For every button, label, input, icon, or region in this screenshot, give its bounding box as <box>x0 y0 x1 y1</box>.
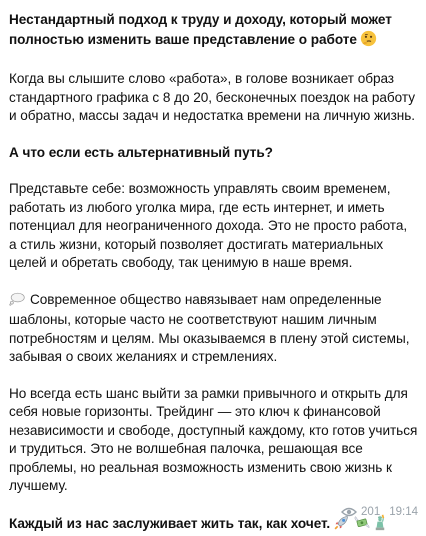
post-closing-text: Каждый из нас заслуживает жить так, как хочет. <box>9 516 330 531</box>
post-paragraph-2: Представьте себе: возможность управлять своим временем, работать из любого уголка мира, где есть интернет, и иметь потенциал для неограниченного дохода. Это не просто работа, а стиль жизни, который позволяет достигать материальных целей и обретать свободу, так ценимую в наше время. <box>9 180 418 273</box>
thought-balloon-icon <box>9 292 25 312</box>
post-heading-text: Нестандартный подход к труду и доходу, который может полностью изменить ваше представление о работе <box>9 12 392 47</box>
post-paragraph-3 <box>9 291 418 367</box>
post-heading <box>9 11 418 52</box>
post-question: А что если есть альтернативный путь? <box>9 144 418 163</box>
post-paragraph-1: Когда вы слышите слово «работа», в голове возникает образ стандартного графика с 8 до 20, бесконечных поездок на работу и обратно, массы задач и недостатка времени на личную жизнь. <box>9 70 418 126</box>
post-paragraph-4: Но всегда есть шанс выйти за рамки привычного и открыть для себя новые горизонты. Трейдинг — это ключ к финансовой независимости и свободе, доступный каждому, кто готов учиться и трудиться. Это не волшебная палочка, решающая все проблемы, но реальная возможность изменить свою жизнь к лучшему. <box>9 385 418 496</box>
thinking-face-icon <box>360 30 377 53</box>
post-paragraph-3-text: Современное общество навязывает нам определенные шаблоны, которые часто не соответствуют нашим личным потребностям и целям. Мы оказываемся в плену этой системы, забывая о своих желаниях и стремлениях. <box>9 292 409 365</box>
view-count: 201 <box>361 506 380 518</box>
eye-icon <box>341 507 357 517</box>
post-time: 19:14 <box>389 506 418 518</box>
post-meta <box>341 506 418 518</box>
